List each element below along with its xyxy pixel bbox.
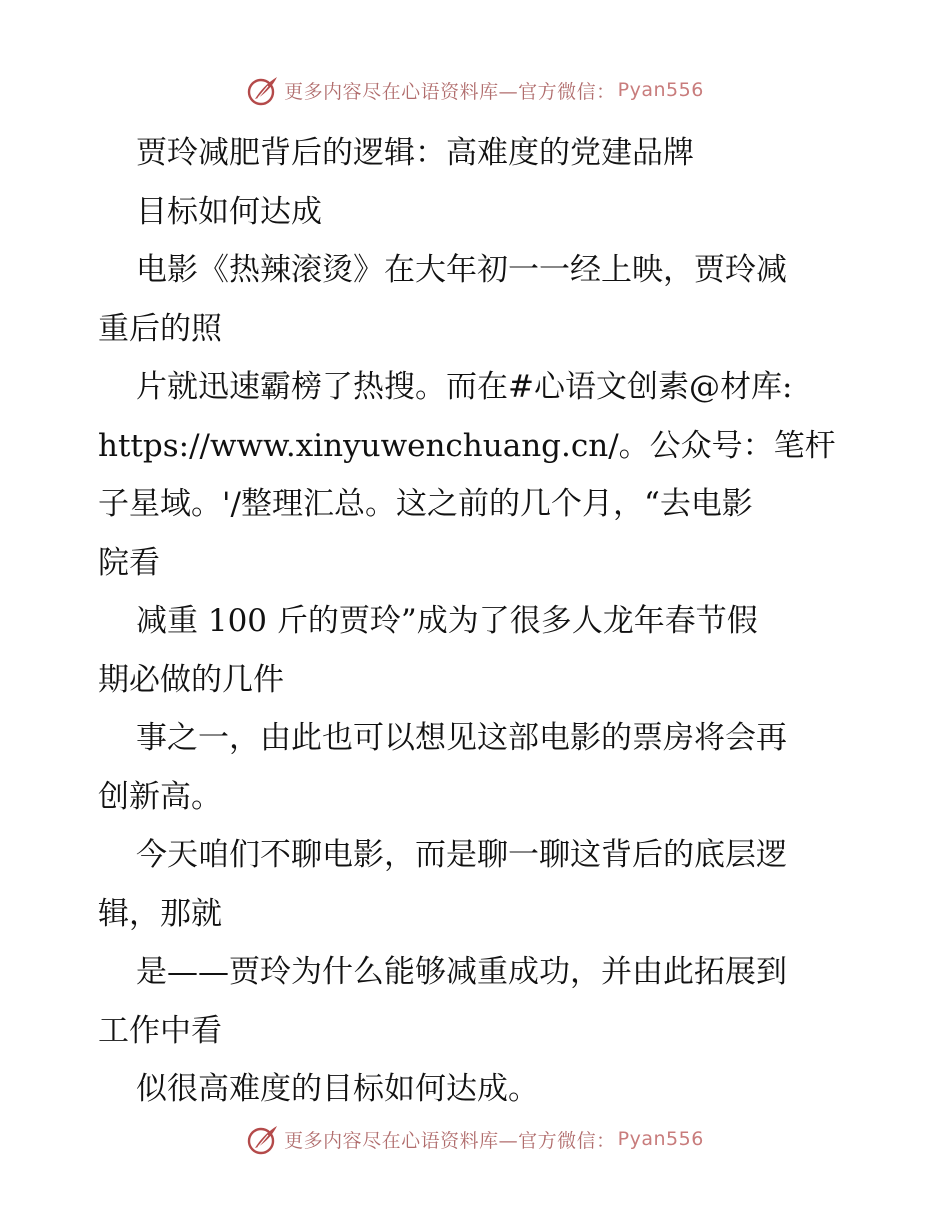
body-line: 似很高难度的目标如何达成。 [136,1071,539,1107]
body-line: 事之一，由此也可以想见这部电影的票房将会再 [136,720,787,756]
feather-pen-in-circle-icon [246,73,280,107]
watermark-text: 更多内容尽在心语资料库—官方微信： [284,1129,616,1152]
watermark-wechat-id: Pyan556 [617,79,704,101]
header-watermark [0,70,950,110]
body-line: 片就迅速霸榜了热搜。而在#心语文创素@材库: [136,369,793,405]
body-line: 工作中看 [98,1012,222,1049]
feather-pen-in-circle-icon [246,1122,280,1156]
body-line: 重后的照 [98,310,222,347]
body-line: https://www.xinyuwenchuang.cn/。公众号：笔杆 [98,427,836,464]
body-line: 电影《热辣滚烫》在大年初一一经上映，贾玲减 [136,252,787,288]
body-line: 减重 100 斤的贾玲”成为了很多人龙年春节假 [136,603,758,639]
body-line: 子星域。'/整理汇总。这之前的几个月，“去电影 [98,486,753,522]
body-line: 创新高。 [98,778,222,815]
body-line: 今天咱们不聊电影，而是聊一聊这背后的底层逻 [136,837,787,873]
watermark-text: 更多内容尽在心语资料库—官方微信： [284,80,616,103]
body-line: 期必做的几件 [98,661,284,698]
body-line-title-cont: 目标如何达成 [136,193,322,230]
body-line: 辑，那就 [98,895,222,932]
watermark-wechat-id: Pyan556 [617,1128,704,1150]
document-body [98,124,858,1119]
body-line: 院看 [98,544,160,581]
footer-watermark [0,1119,950,1159]
body-line-title: 贾玲减肥背后的逻辑：高难度的党建品牌 [136,135,694,171]
body-line: 是——贾玲为什么能够减重成功，并由此拓展到 [136,954,787,990]
